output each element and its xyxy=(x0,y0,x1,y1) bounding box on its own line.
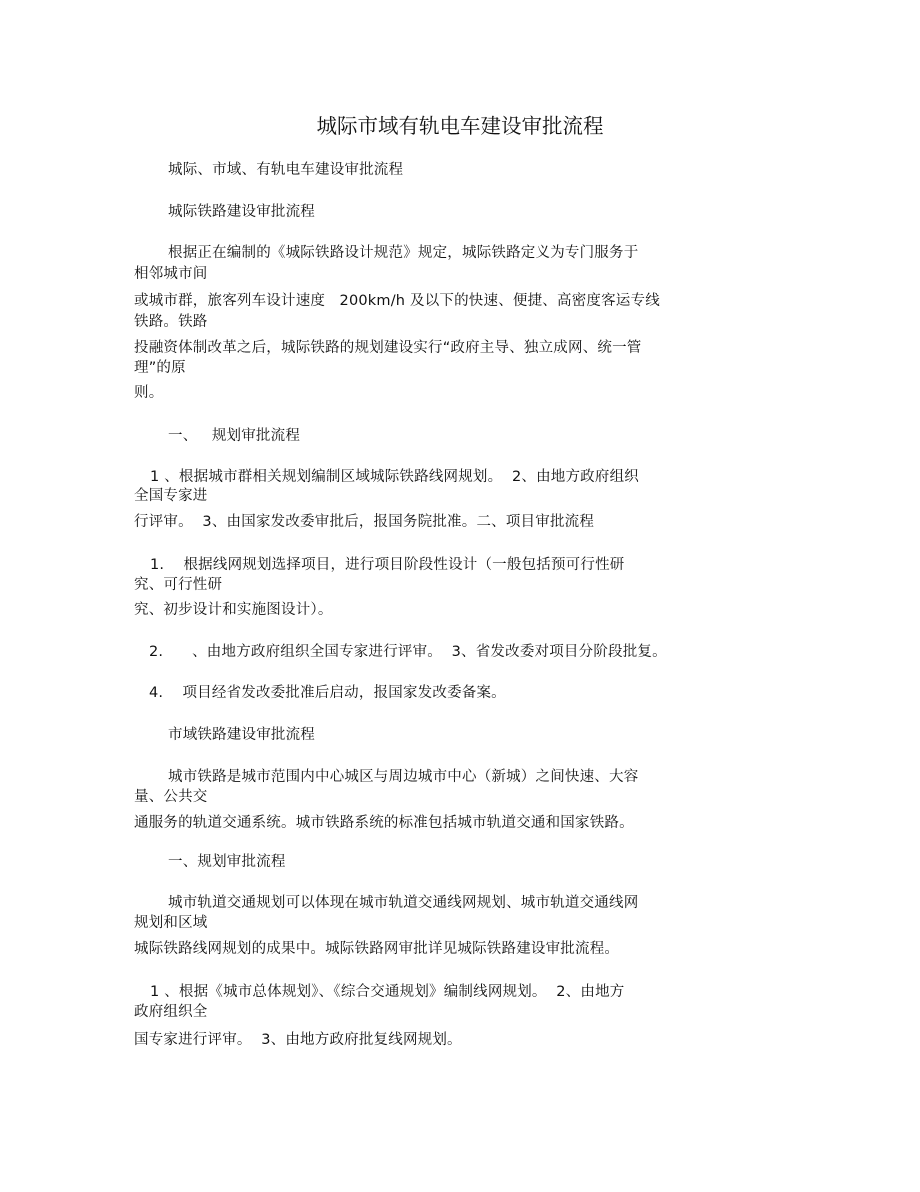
paragraph-line: 城市轨道交通规划可以体现在城市轨道交通线网规划、城市轨道交通线网 xyxy=(168,895,639,911)
paragraph-line: 究、初步设计和实施图设计）。 xyxy=(134,602,333,618)
paragraph-line: 国专家进行评审。 3、由地方政府批复线网规划。 xyxy=(134,1032,462,1048)
paragraph-line: 投融资体制改革之后，城际铁路的规划建设实行“政府主导、独立成网、统一管 xyxy=(134,340,642,356)
section-heading: 一、 规划审批流程 xyxy=(168,428,301,444)
section-heading: 一、规划审批流程 xyxy=(168,854,286,870)
document-title: 城际市域有轨电车建设审批流程 xyxy=(316,114,604,138)
paragraph-line: 城际铁路线网规划的成果中。城际铁路网审批详见城际铁路建设审批流程。 xyxy=(134,941,620,957)
paragraph-line: 量、公共交 xyxy=(134,789,208,805)
paragraph-line: 1. 根据线网规划选择项目，进行项目阶段性设计（一般包括预可行性研 xyxy=(150,557,625,573)
paragraph-line: 全国专家进 xyxy=(134,488,208,504)
subtitle: 城际、市域、有轨电车建设审批流程 xyxy=(168,162,404,178)
paragraph-line: 4. 项目经省发改委批准后启动，报国家发改委备案。 xyxy=(149,685,506,701)
paragraph-line: 2. 、由地方政府组织全国专家进行评审。 3、省发改委对项目分阶段批复。 xyxy=(149,644,667,660)
paragraph-line: 或城市群，旅客列车设计速度 200km/h 及以下的快速、便捷、高密度客运专线 xyxy=(134,293,660,309)
paragraph-line: 相邻城市间 xyxy=(134,266,208,282)
paragraph-line: 根据正在编制的《城际铁路设计规范》规定，城际铁路定义为专门服务于 xyxy=(168,245,639,261)
paragraph-line: 1 、根据城市群相关规划编制区域城际铁路线网规划。 2、由地方政府组织 xyxy=(150,469,639,485)
paragraph-line: 政府组织全 xyxy=(134,1004,208,1020)
section-heading: 市域铁路建设审批流程 xyxy=(168,727,315,743)
paragraph-line: 通服务的轨道交通系统。城市铁路系统的标准包括城市轨道交通和国家铁路。 xyxy=(134,815,634,831)
paragraph-line: 究、可行性研 xyxy=(134,577,223,593)
paragraph-line: 城市铁路是城市范围内中心城区与周边城市中心（新城）之间快速、大容 xyxy=(168,769,639,785)
paragraph-line: 1 、根据《城市总体规划》、《综合交通规划》编制线网规划。 2、由地方 xyxy=(150,984,625,1000)
paragraph-line: 行评审。 3、由国家发改委审批后，报国务院批准。二、项目审批流程 xyxy=(134,514,595,530)
paragraph-line: 则。 xyxy=(134,385,164,401)
paragraph-line: 理”的原 xyxy=(134,360,186,376)
paragraph-line: 铁路。铁路 xyxy=(134,314,208,330)
paragraph-line: 规划和区域 xyxy=(134,915,208,931)
section-heading: 城际铁路建设审批流程 xyxy=(168,204,315,220)
